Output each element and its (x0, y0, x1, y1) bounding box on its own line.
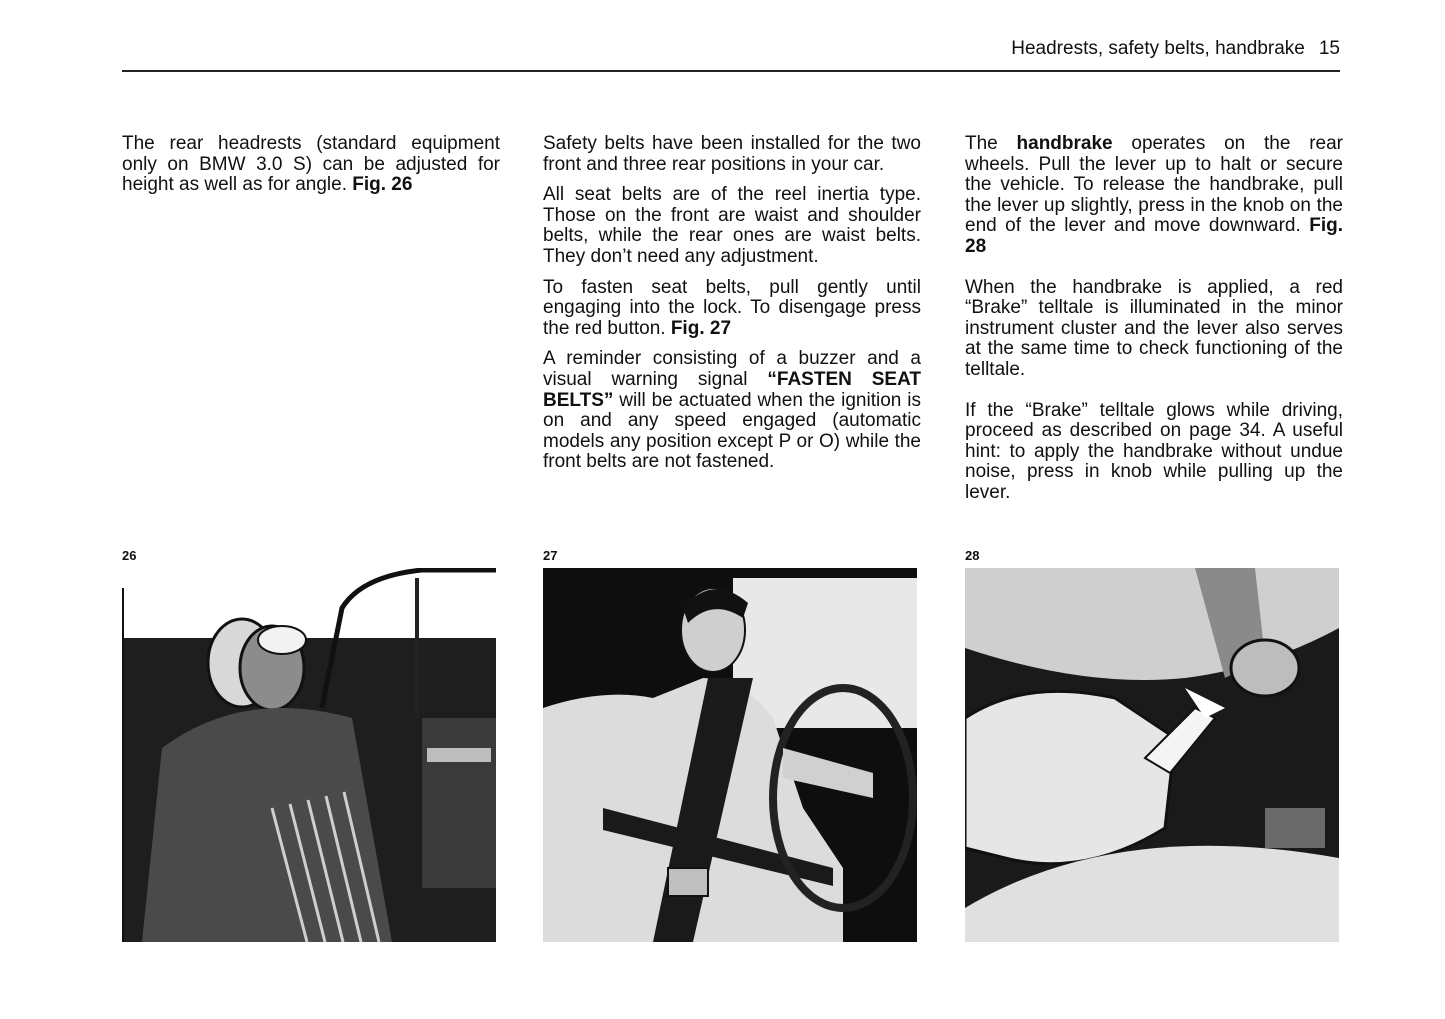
figure-number-28: 28 (965, 548, 980, 563)
figure-number-26: 26 (122, 548, 137, 563)
column-handbrake (965, 134, 1343, 524)
handbrake-term: handbrake (1016, 133, 1113, 154)
fig-ref-26: Fig. 26 (352, 174, 413, 196)
running-header (122, 38, 1340, 68)
handbrake-hint-paragraph: If the “Brake” telltale glows while driving, proceed as described on page 34. A useful hint: to apply the handbrake without undue noise, press in knob while pulling up the lever. (965, 399, 1343, 503)
page-number: 15 (1318, 38, 1340, 59)
belts-reminder-paragraph: A reminder consisting of a buzzer and a visual warning signal “FASTEN SEAT BELTS” will be actuated when the ignition is on and any speed engaged (automatic models any position except P or O) while the front belts are not fastened. (543, 348, 921, 473)
safety-belt-photo-icon (543, 568, 917, 942)
column-headrests (122, 134, 500, 206)
column-safety-belts (543, 134, 921, 483)
headrest-paragraph: The rear headrests (standard equipment only on BMW 3.0 S) can be adjusted for height as well as for angle. Fig. 26 (122, 133, 500, 196)
fasten-seat-belts-label: “FASTEN SEAT BELTS” (543, 368, 921, 411)
rear-headrest-photo-icon (122, 568, 496, 942)
handbrake-operation-paragraph: The handbrake operates on the rear wheels. Pull the lever up to halt or secure the vehicle. To release the handbrake, pull the lever up slightly, press in the knob on the end of the lever and move downward. Fig. 28 (965, 133, 1344, 257)
handbrake-telltale-paragraph: When the handbrake is applied, a red “Brake” telltale is illuminated in the minor instrument cluster and the lever also serves at the same time to check functioning of the telltale. (965, 276, 1343, 380)
belts-intro-paragraph: Safety belts have been installed for the two front and three rear positions in your car. (543, 133, 921, 175)
section-title: Headrests, safety belts, handbrake (1011, 38, 1305, 59)
handbrake-photo-icon (965, 568, 1339, 942)
fig-ref-28: Fig. 28 (965, 215, 1344, 257)
figure-number-27: 27 (543, 548, 558, 563)
belts-fasten-paragraph: To fasten seat belts, pull gently until engaging into the lock. To disengage press the red button. Fig. 27 (543, 276, 921, 339)
belts-type-paragraph: All seat belts are of the reel inertia type. Those on the front are waist and shoulder belts, while the rear ones are waist belts. They don’t need any adjustment. (543, 184, 921, 267)
fig-ref-27: Fig. 27 (670, 317, 732, 339)
header-rule (122, 70, 1340, 72)
